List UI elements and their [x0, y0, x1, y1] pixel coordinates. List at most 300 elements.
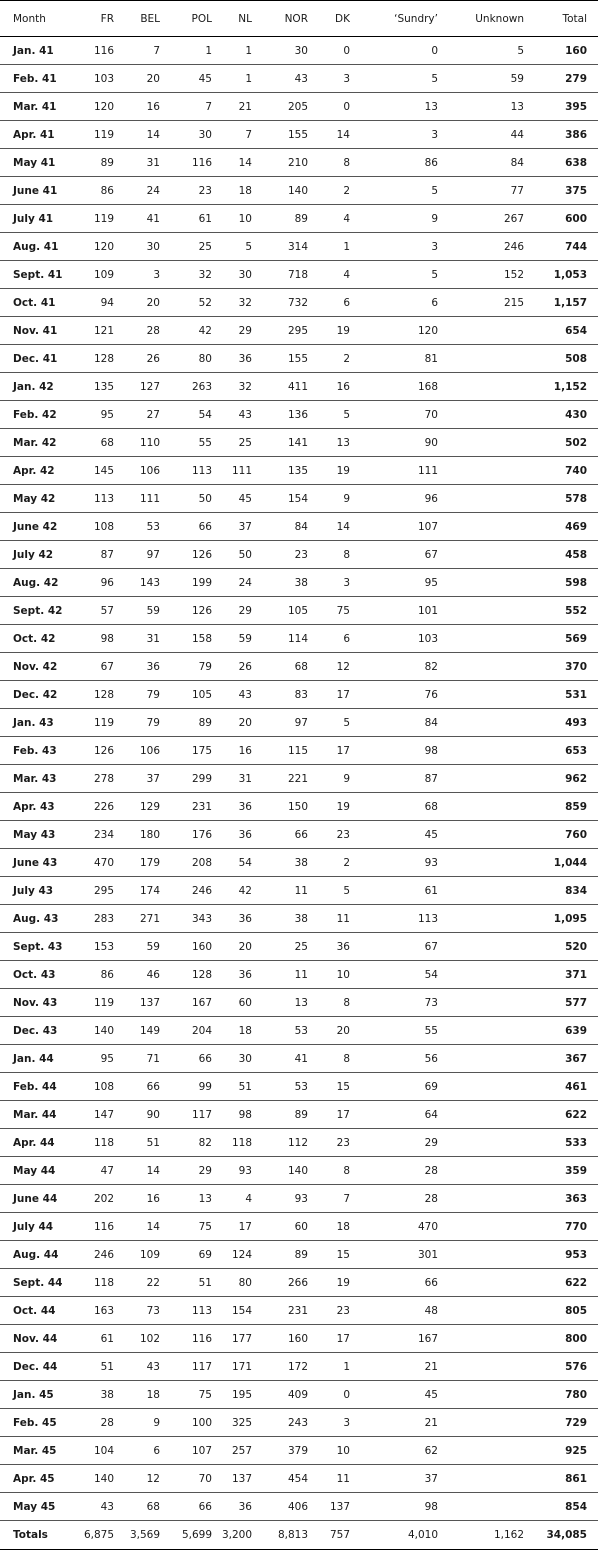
header-fr: FR	[78, 1, 114, 37]
cell-fr: 86	[78, 961, 114, 989]
table-row	[0, 765, 598, 793]
cell-dk: 9	[308, 485, 350, 513]
cell-month: Jan. 45	[0, 1381, 78, 1409]
cell-dk: 23	[308, 1129, 350, 1157]
cell-month: June 41	[0, 177, 78, 205]
cell-total: 375	[524, 177, 598, 205]
cell-unknown	[438, 653, 524, 681]
table-body	[0, 37, 598, 1550]
table-row	[0, 1129, 598, 1157]
cell-pol: 231	[160, 793, 212, 821]
cell-month: Feb. 41	[0, 65, 78, 93]
cell-total: 363	[524, 1185, 598, 1213]
cell-dk: 11	[308, 905, 350, 933]
cell-nor: 266	[252, 1269, 308, 1297]
cell-unknown: 5	[438, 37, 524, 65]
cell-fr: 246	[78, 1241, 114, 1269]
cell-nor: 38	[252, 905, 308, 933]
cell-month: July 43	[0, 877, 78, 905]
cell-fr: 147	[78, 1101, 114, 1129]
cell-unknown: 215	[438, 289, 524, 317]
cell-pol: 199	[160, 569, 212, 597]
cell-nl: 177	[212, 1325, 252, 1353]
cell-bel: 41	[114, 205, 160, 233]
cell-total: 493	[524, 709, 598, 737]
cell-fr: 87	[78, 541, 114, 569]
cell-month: Sept. 44	[0, 1269, 78, 1297]
cell-nl: 111	[212, 457, 252, 485]
header-bel: BEL	[114, 1, 160, 37]
cell-dk: 0	[308, 37, 350, 65]
cell-dk: 19	[308, 1269, 350, 1297]
cell-pol: 52	[160, 289, 212, 317]
cell-fr: 118	[78, 1129, 114, 1157]
cell-sundry: 86	[350, 149, 438, 177]
cell-month: Feb. 42	[0, 401, 78, 429]
cell-fr: 51	[78, 1353, 114, 1381]
cell-nl: 60	[212, 989, 252, 1017]
cell-sundry: 168	[350, 373, 438, 401]
cell-sundry: 98	[350, 1493, 438, 1521]
cell-unknown: 152	[438, 261, 524, 289]
cell-sundry: 113	[350, 905, 438, 933]
cell-nor: 718	[252, 261, 308, 289]
cell-sundry: 67	[350, 541, 438, 569]
cell-unknown	[438, 1017, 524, 1045]
cell-nl: 36	[212, 793, 252, 821]
cell-dk: 8	[308, 149, 350, 177]
cell-pol: 66	[160, 1493, 212, 1521]
cell-sundry: 70	[350, 401, 438, 429]
header-sundry: ‘Sundry’	[350, 1, 438, 37]
cell-month: Jan. 44	[0, 1045, 78, 1073]
cell-pol: 167	[160, 989, 212, 1017]
cell-bel: 16	[114, 93, 160, 121]
cell-sundry: 103	[350, 625, 438, 653]
cell-fr: 28	[78, 1409, 114, 1437]
table-row	[0, 289, 598, 317]
table-row	[0, 1213, 598, 1241]
cell-unknown	[438, 317, 524, 345]
cell-pol: 158	[160, 625, 212, 653]
cell-month: Aug. 44	[0, 1241, 78, 1269]
cell-bel: 106	[114, 737, 160, 765]
cell-bel: 46	[114, 961, 160, 989]
cell-bel: 24	[114, 177, 160, 205]
cell-nl: 16	[212, 737, 252, 765]
cell-sundry: 82	[350, 653, 438, 681]
cell-unknown	[438, 513, 524, 541]
cell-dk: 6	[308, 289, 350, 317]
cell-month: Feb. 45	[0, 1409, 78, 1437]
cell-nl: 50	[212, 541, 252, 569]
cell-nl: 1	[212, 37, 252, 65]
cell-unknown	[438, 1353, 524, 1381]
cell-nor: 172	[252, 1353, 308, 1381]
cell-nor: 136	[252, 401, 308, 429]
cell-bel: 137	[114, 989, 160, 1017]
cell-month: Dec. 41	[0, 345, 78, 373]
cell-pol: 69	[160, 1241, 212, 1269]
cell-month: June 44	[0, 1185, 78, 1213]
cell-nl: 1	[212, 65, 252, 93]
cell-dk: 0	[308, 93, 350, 121]
cell-bel: 129	[114, 793, 160, 821]
cell-nor: 295	[252, 317, 308, 345]
cell-nl: 31	[212, 765, 252, 793]
cell-unknown	[438, 457, 524, 485]
cell-nor: 411	[252, 373, 308, 401]
cell-fr: 116	[78, 1213, 114, 1241]
cell-month: Apr. 42	[0, 457, 78, 485]
header-unknown: Unknown	[438, 1, 524, 37]
cell-total: 925	[524, 1437, 598, 1465]
cell-bel: 9	[114, 1409, 160, 1437]
cell-bel: 22	[114, 1269, 160, 1297]
cell-nor: 84	[252, 513, 308, 541]
cell-bel: 143	[114, 569, 160, 597]
cell-unknown	[438, 401, 524, 429]
table-header	[0, 1, 598, 37]
cell-month: Nov. 43	[0, 989, 78, 1017]
cell-pol: 25	[160, 233, 212, 261]
totals-row	[0, 1521, 598, 1550]
cell-nor: 53	[252, 1073, 308, 1101]
cell-nl: 124	[212, 1241, 252, 1269]
cell-sundry: 37	[350, 1465, 438, 1493]
cell-nor: 89	[252, 205, 308, 233]
cell-fr: 86	[78, 177, 114, 205]
cell-month: May 45	[0, 1493, 78, 1521]
cell-total: 639	[524, 1017, 598, 1045]
cell-pol: 117	[160, 1101, 212, 1129]
cell-nor: 53	[252, 1017, 308, 1045]
cell-unknown	[438, 1073, 524, 1101]
cell-nl: 7	[212, 121, 252, 149]
cell-nor: 243	[252, 1409, 308, 1437]
cell-nl: 4	[212, 1185, 252, 1213]
cell-fr: 119	[78, 121, 114, 149]
cell-total: 729	[524, 1409, 598, 1437]
cell-sundry: 6	[350, 289, 438, 317]
cell-sundry: 5	[350, 261, 438, 289]
cell-sundry: 66	[350, 1269, 438, 1297]
cell-bel: 66	[114, 1073, 160, 1101]
cell-total: 962	[524, 765, 598, 793]
cell-pol: 75	[160, 1213, 212, 1241]
cell-total: 1,053	[524, 261, 598, 289]
cell-bel: 111	[114, 485, 160, 513]
cell-nl: 43	[212, 681, 252, 709]
cell-bel: 31	[114, 625, 160, 653]
cell-month: May 44	[0, 1157, 78, 1185]
cell-nl: 171	[212, 1353, 252, 1381]
cell-unknown	[438, 1241, 524, 1269]
cell-dk: 3	[308, 1409, 350, 1437]
cell-total: 622	[524, 1269, 598, 1297]
cell-nor: 732	[252, 289, 308, 317]
cell-unknown	[438, 345, 524, 373]
cell-dk: 2	[308, 345, 350, 373]
cell-nl: 257	[212, 1437, 252, 1465]
cell-dk: 16	[308, 373, 350, 401]
cell-sundry: 5	[350, 65, 438, 93]
cell-bel: 59	[114, 933, 160, 961]
cell-bel: 20	[114, 65, 160, 93]
cell-pol: 246	[160, 877, 212, 905]
cell-bel: 180	[114, 821, 160, 849]
cell-total: 279	[524, 65, 598, 93]
cell-pol: 80	[160, 345, 212, 373]
table-row	[0, 1297, 598, 1325]
cell-nor: 231	[252, 1297, 308, 1325]
cell-sundry: 64	[350, 1101, 438, 1129]
cell-unknown	[438, 849, 524, 877]
cell-total: 552	[524, 597, 598, 625]
cell-unknown	[438, 1381, 524, 1409]
cell-month: May 41	[0, 149, 78, 177]
cell-dk: 3	[308, 569, 350, 597]
cell-pol: 42	[160, 317, 212, 345]
cell-dk: 14	[308, 513, 350, 541]
cell-dk: 5	[308, 877, 350, 905]
cell-bel: 59	[114, 597, 160, 625]
cell-sundry: 68	[350, 793, 438, 821]
cell-dk: 9	[308, 765, 350, 793]
cell-total: 371	[524, 961, 598, 989]
cell-sundry: 301	[350, 1241, 438, 1269]
cell-unknown: 246	[438, 233, 524, 261]
cell-nor: 93	[252, 1185, 308, 1213]
cell-sundry: 111	[350, 457, 438, 485]
cell-total: 569	[524, 625, 598, 653]
table-row	[0, 821, 598, 849]
cell-month: Oct. 44	[0, 1297, 78, 1325]
cell-fr: 116	[78, 37, 114, 65]
table-row	[0, 989, 598, 1017]
cell-pol: 54	[160, 401, 212, 429]
cell-pol: 75	[160, 1381, 212, 1409]
cell-nor: 30	[252, 37, 308, 65]
cell-total: 458	[524, 541, 598, 569]
cell-unknown	[438, 1325, 524, 1353]
cell-month: Nov. 44	[0, 1325, 78, 1353]
cell-pol: 32	[160, 261, 212, 289]
table-row	[0, 1269, 598, 1297]
table-row	[0, 709, 598, 737]
cell-sundry: 81	[350, 345, 438, 373]
cell-month: Oct. 41	[0, 289, 78, 317]
cell-nor: 97	[252, 709, 308, 737]
cell-month: Nov. 41	[0, 317, 78, 345]
cell-total: 577	[524, 989, 598, 1017]
cell-pol: 61	[160, 205, 212, 233]
table-row	[0, 961, 598, 989]
cell-month: Apr. 43	[0, 793, 78, 821]
cell-unknown: 13	[438, 93, 524, 121]
cell-nl: 43	[212, 401, 252, 429]
cell-nor: 23	[252, 541, 308, 569]
cell-bel: 30	[114, 233, 160, 261]
cell-unknown	[438, 1465, 524, 1493]
cell-month: Dec. 42	[0, 681, 78, 709]
cell-nor: 89	[252, 1101, 308, 1129]
cell-unknown	[438, 1185, 524, 1213]
cell-fr: 94	[78, 289, 114, 317]
table-row	[0, 681, 598, 709]
cell-month: Apr. 41	[0, 121, 78, 149]
cell-pol: 82	[160, 1129, 212, 1157]
cell-fr: 120	[78, 93, 114, 121]
cell-sundry: 3	[350, 121, 438, 149]
cell-sundry: 107	[350, 513, 438, 541]
cell-nl: 5	[212, 233, 252, 261]
cell-dk: 75	[308, 597, 350, 625]
cell-unknown	[438, 1297, 524, 1325]
cell-total: 834	[524, 877, 598, 905]
cell-unknown: 44	[438, 121, 524, 149]
cell-bel: 14	[114, 1213, 160, 1241]
cell-total: 654	[524, 317, 598, 345]
table-row	[0, 93, 598, 121]
cell-sundry: 62	[350, 1437, 438, 1465]
cell-bel: 7	[114, 37, 160, 65]
cell-month: May 42	[0, 485, 78, 513]
cell-fr: 283	[78, 905, 114, 933]
cell-nor: 13	[252, 989, 308, 1017]
cell-unknown	[438, 1101, 524, 1129]
cell-sundry: 54	[350, 961, 438, 989]
table-row	[0, 205, 598, 233]
cell-total: 653	[524, 737, 598, 765]
cell-bel: 51	[114, 1129, 160, 1157]
cell-nor: 112	[252, 1129, 308, 1157]
cell-bel: 174	[114, 877, 160, 905]
cell-unknown	[438, 905, 524, 933]
cell-nl: 54	[212, 849, 252, 877]
cell-pol: 117	[160, 1353, 212, 1381]
cell-pol: 70	[160, 1465, 212, 1493]
cell-nor: 154	[252, 485, 308, 513]
cell-bel: 37	[114, 765, 160, 793]
cell-dk: 137	[308, 1493, 350, 1521]
cell-fr: 98	[78, 625, 114, 653]
cell-pol: 175	[160, 737, 212, 765]
cell-sundry: 93	[350, 849, 438, 877]
cell-month: May 43	[0, 821, 78, 849]
table-row	[0, 877, 598, 905]
cell-nl: 325	[212, 1409, 252, 1437]
cell-unknown	[438, 485, 524, 513]
cell-sundry: 5	[350, 177, 438, 205]
cell-dk: 5	[308, 709, 350, 737]
cell-nl: 195	[212, 1381, 252, 1409]
cell-total: 359	[524, 1157, 598, 1185]
cell-bel: 18	[114, 1381, 160, 1409]
cell-nor: 379	[252, 1437, 308, 1465]
table-row	[0, 513, 598, 541]
cell-dk: 7	[308, 1185, 350, 1213]
cell-bel: 53	[114, 513, 160, 541]
cell-nl: 51	[212, 1073, 252, 1101]
cell-nl: 154	[212, 1297, 252, 1325]
cell-month: Sept. 43	[0, 933, 78, 961]
cell-bel: 68	[114, 1493, 160, 1521]
cell-sundry: 48	[350, 1297, 438, 1325]
cell-dk: 1	[308, 1353, 350, 1381]
cell-bel: 14	[114, 121, 160, 149]
cell-nor: 38	[252, 569, 308, 597]
cell-nor: 155	[252, 345, 308, 373]
cell-nl: 36	[212, 1493, 252, 1521]
cell-unknown	[438, 961, 524, 989]
cell-sundry: 69	[350, 1073, 438, 1101]
cell-total: 744	[524, 233, 598, 261]
cell-pol: 263	[160, 373, 212, 401]
cell-fr: 226	[78, 793, 114, 821]
cell-fr: 118	[78, 1269, 114, 1297]
cell-fr: 108	[78, 1073, 114, 1101]
cell-fr: 119	[78, 989, 114, 1017]
table-row	[0, 149, 598, 177]
cell-sundry: 28	[350, 1185, 438, 1213]
cell-fr: 126	[78, 737, 114, 765]
cell-pol: 55	[160, 429, 212, 457]
cell-month: June 42	[0, 513, 78, 541]
cell-nor: 25	[252, 933, 308, 961]
cell-nl: 98	[212, 1101, 252, 1129]
cell-unknown	[438, 1269, 524, 1297]
cell-bel: 16	[114, 1185, 160, 1213]
header-total: Total	[524, 1, 598, 37]
cell-pol: 7	[160, 93, 212, 121]
cell-dk: 36	[308, 933, 350, 961]
cell-bel: 6	[114, 1437, 160, 1465]
cell-nl: 20	[212, 709, 252, 737]
cell-unknown	[438, 429, 524, 457]
totals-nl: 3,200	[212, 1521, 252, 1550]
cell-month: Oct. 42	[0, 625, 78, 653]
cell-dk: 4	[308, 205, 350, 233]
cell-nl: 36	[212, 345, 252, 373]
cell-bel: 36	[114, 653, 160, 681]
cell-nl: 26	[212, 653, 252, 681]
cell-sundry: 120	[350, 317, 438, 345]
cell-dk: 23	[308, 1297, 350, 1325]
cell-fr: 96	[78, 569, 114, 597]
cell-sundry: 101	[350, 597, 438, 625]
header-nl: NL	[212, 1, 252, 37]
cell-total: 740	[524, 457, 598, 485]
cell-fr: 47	[78, 1157, 114, 1185]
cell-bel: 109	[114, 1241, 160, 1269]
cell-dk: 8	[308, 1157, 350, 1185]
cell-bel: 26	[114, 345, 160, 373]
cell-unknown	[438, 793, 524, 821]
cell-nor: 454	[252, 1465, 308, 1493]
cell-nor: 115	[252, 737, 308, 765]
cell-month: Feb. 43	[0, 737, 78, 765]
cell-month: Mar. 41	[0, 93, 78, 121]
cell-month: Feb. 44	[0, 1073, 78, 1101]
cell-fr: 108	[78, 513, 114, 541]
cell-fr: 68	[78, 429, 114, 457]
cell-dk: 0	[308, 1381, 350, 1409]
cell-sundry: 96	[350, 485, 438, 513]
cell-total: 1,157	[524, 289, 598, 317]
table-row	[0, 65, 598, 93]
table-row	[0, 597, 598, 625]
